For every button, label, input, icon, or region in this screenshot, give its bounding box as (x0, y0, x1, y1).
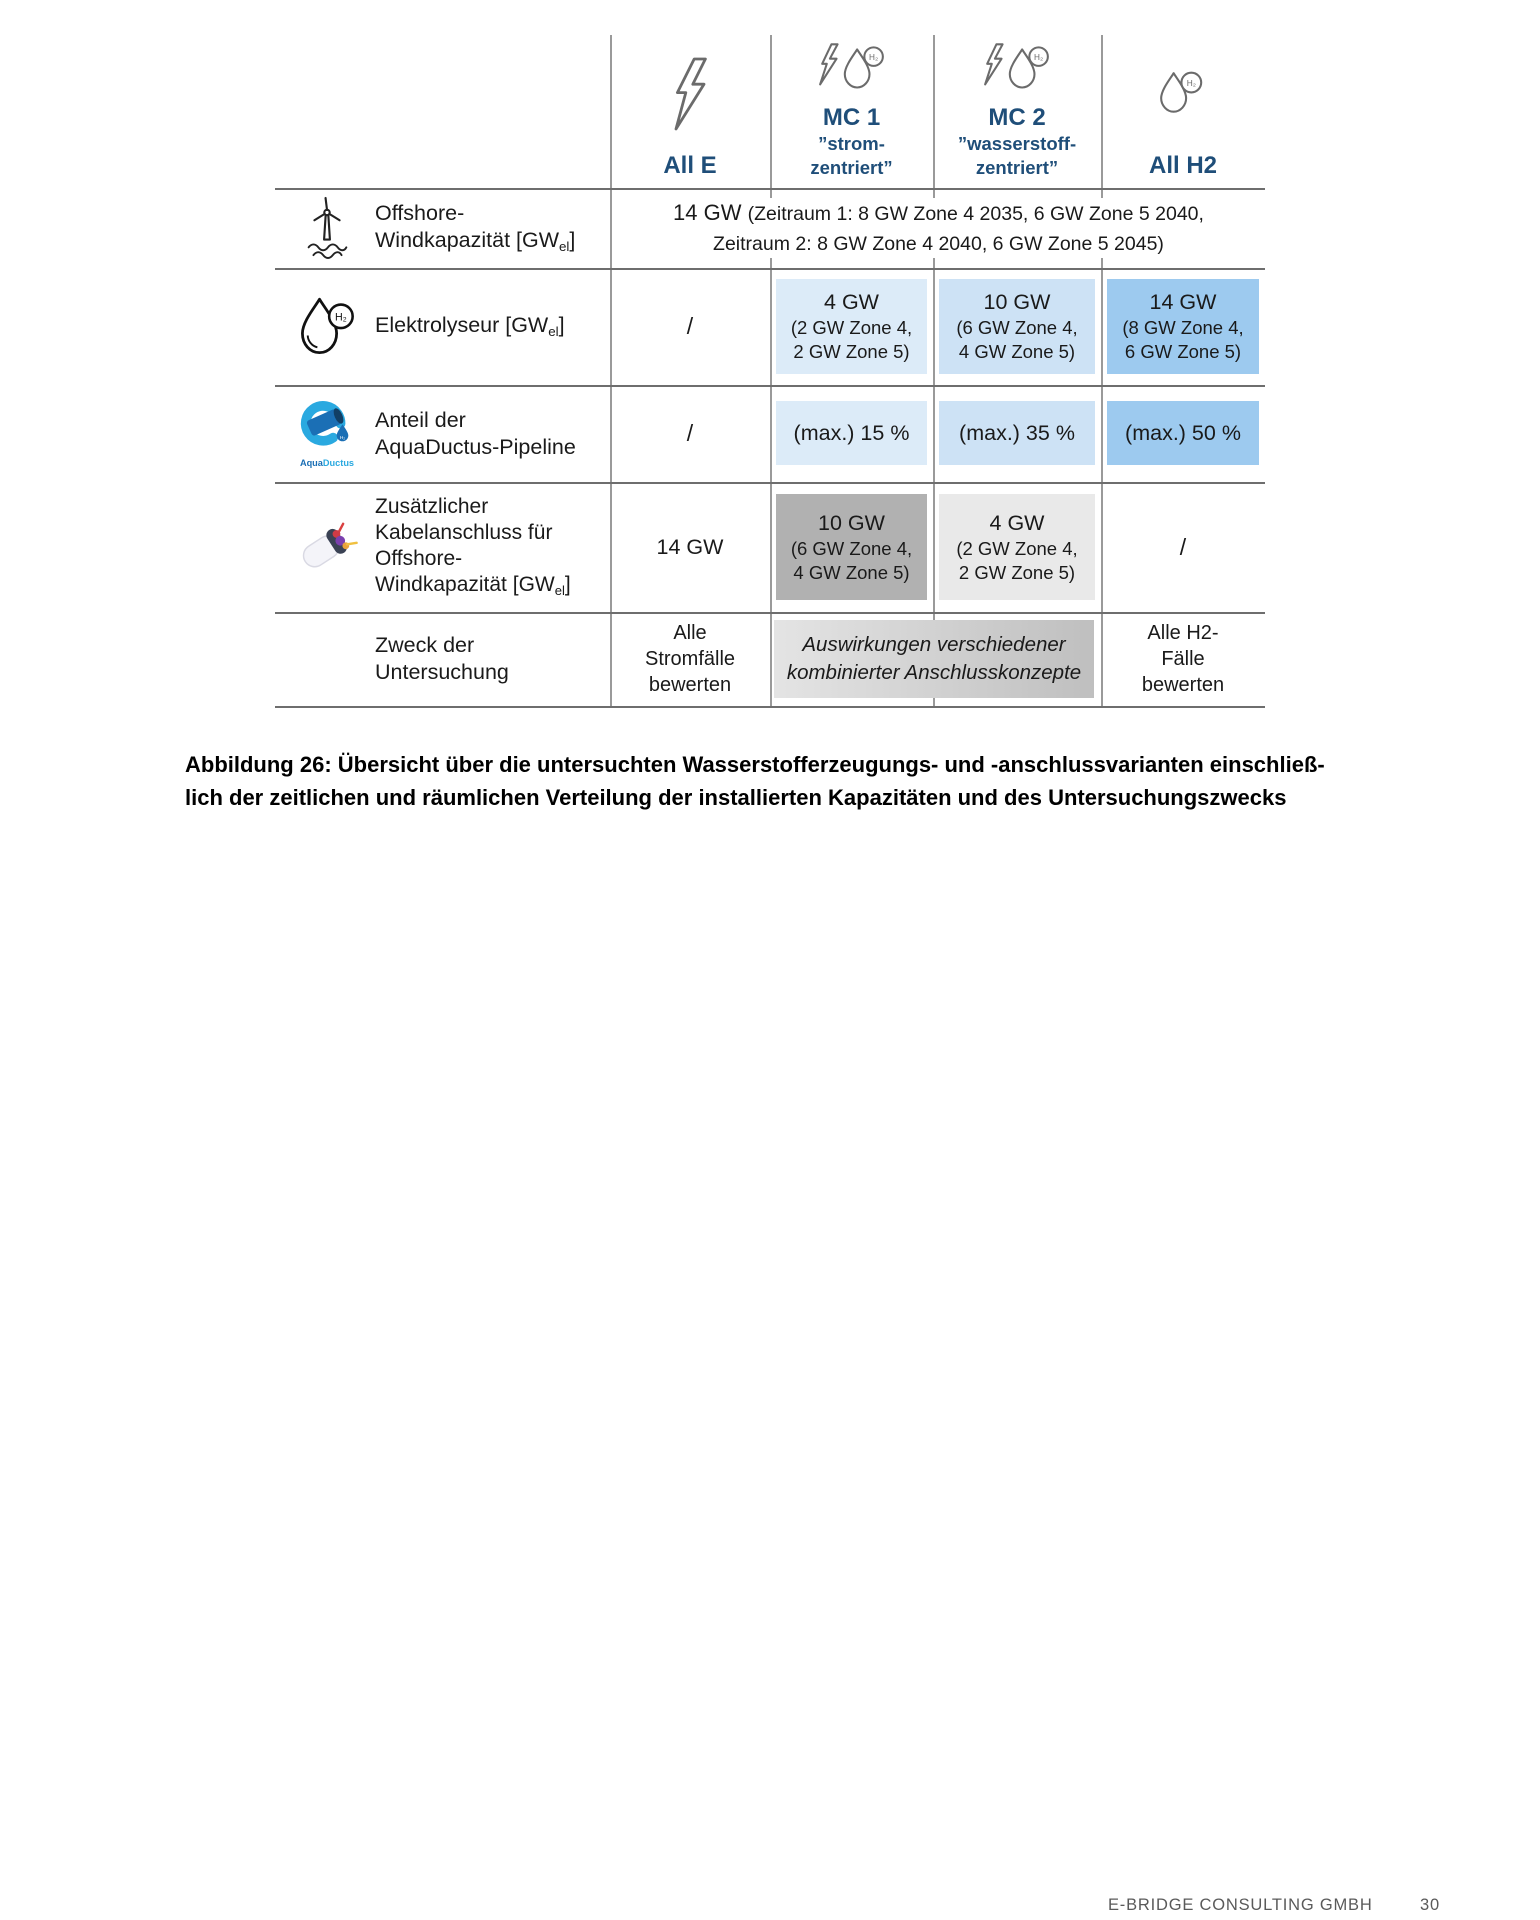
column-divider (933, 35, 935, 706)
column-label: All E (663, 152, 717, 179)
cell-kabel-all-h2: / (1179, 533, 1187, 560)
cable-cross-section-icon (287, 517, 367, 577)
column-sublabel: ”wasserstoff- (957, 133, 1077, 154)
svg-text:H₂: H₂ (1034, 52, 1044, 62)
header-mc2 (933, 35, 1101, 188)
row-label-text: Offshore- Windkapazität $[GW_{el}]$ (375, 201, 576, 254)
header-all-h2 (1101, 35, 1265, 188)
caption-line: lich der zeitlichen und räumlichen Verteilung der installierten Kapazitäten und des Untersuchungszwecks (185, 785, 1287, 810)
row-divider (275, 482, 1265, 484)
column-label: All H2 (1148, 152, 1217, 179)
row-label-offshore (275, 188, 610, 268)
row-divider (275, 268, 1265, 270)
lightning-h2-droplet-icon (816, 35, 888, 104)
figure-caption (185, 748, 1325, 814)
row-divider (275, 706, 1265, 708)
cell-kabel-mc1: 10 GW (6 GW Zone 4, 4 GW Zone 5) (776, 494, 927, 600)
row-divider (275, 385, 1265, 387)
header-mc1 (770, 35, 933, 188)
row-divider (275, 188, 1265, 190)
cell-elektrolyseur-all-h2: 14 GW (8 GW Zone 4, 6 GW Zone 5) (1107, 279, 1259, 374)
svg-text:H₂: H₂ (1186, 77, 1196, 88)
svg-text:AquaDuctus: AquaDuctus (299, 457, 355, 468)
cell-zweck-all-h2: Alle H2- Fälle bewerten (1141, 622, 1225, 696)
offshore-capacity-value: 14 GW (Zeitraum 1: 8 GW Zone 4 2035, 6 GW Zone 5 2040, Zeitraum 2: 8 GW Zone 4 2040, 6 GW Zone 5 2045) (612, 198, 1265, 258)
cell-kabel-all-e: 14 GW (656, 534, 724, 559)
h2-droplet-icon (1157, 35, 1209, 152)
wind-turbine-icon (287, 194, 367, 262)
footer-company: E-BRIDGE CONSULTING GMBH (1108, 1896, 1373, 1914)
cell-aquaductus-mc2: (max.) 35 % (939, 401, 1095, 465)
cell-elektrolyseur-mc2: 10 GW (6 GW Zone 4, 4 GW Zone 5) (939, 279, 1095, 374)
cell-aquaductus-all-h2: (max.) 50 % (1107, 401, 1259, 465)
cell-aquaductus-mc1: (max.) 15 % (776, 401, 927, 465)
row-label-text: Elektrolyseur $[GW_{el}]$ (375, 313, 565, 339)
column-label: MC 2 (988, 104, 1046, 131)
column-sublabel: zentriert” (810, 157, 893, 178)
row-label-text: Zweck der Untersuchung (375, 633, 509, 684)
column-divider (610, 35, 612, 706)
aquaductus-logo (287, 395, 367, 473)
svg-text:H₂: H₂ (334, 311, 347, 324)
row-label-aquaductus (275, 385, 610, 482)
page-footer (1108, 1896, 1440, 1915)
column-divider (770, 35, 772, 706)
cell-kabel-mc2: 4 GW (2 GW Zone 4, 2 GW Zone 5) (939, 494, 1095, 600)
h2-droplet-icon (287, 296, 367, 358)
column-label: MC 1 (822, 104, 881, 131)
lightning-h2-droplet-icon (981, 35, 1053, 104)
row-label-text: Zusätzlicher Kabelanschluss für Offshore- Windkapazität $[GW_{el}]$ (375, 495, 571, 598)
cell-elektrolyseur-all-e: / (686, 313, 694, 339)
svg-text:H₂: H₂ (339, 435, 346, 441)
cell-elektrolyseur-mc1: 4 GW (2 GW Zone 4, 2 GW Zone 5) (776, 279, 927, 374)
row-label-kabelanschluss (275, 482, 610, 612)
row-divider (275, 612, 1265, 614)
row-label-text: Anteil der AquaDuctus-Pipeline (375, 407, 576, 459)
column-divider (1101, 35, 1103, 706)
lightning-icon (669, 35, 711, 152)
svg-text:H₂: H₂ (868, 52, 878, 62)
column-sublabel: zentriert” (975, 157, 1059, 178)
row-label-elektrolyseur (275, 268, 610, 385)
page-number: 30 (1420, 1896, 1440, 1914)
figure-table (275, 35, 1265, 708)
column-sublabel: ”strom- (818, 133, 885, 154)
caption-line: Abbildung 26: Übersicht über die untersuchten Wasserstofferzeugungs- und -anschlussvarianten einschließ- (185, 752, 1325, 777)
cell-zweck-all-e: Alle Stromfälle bewerten (644, 622, 736, 696)
row-label-zweck (275, 612, 610, 706)
cell-aquaductus-all-e: / (686, 420, 694, 446)
header-all-e (610, 35, 770, 188)
cell-zweck-merged-mc: Auswirkungen verschiedener kombinierter Anschlusskonzepte (774, 620, 1094, 698)
